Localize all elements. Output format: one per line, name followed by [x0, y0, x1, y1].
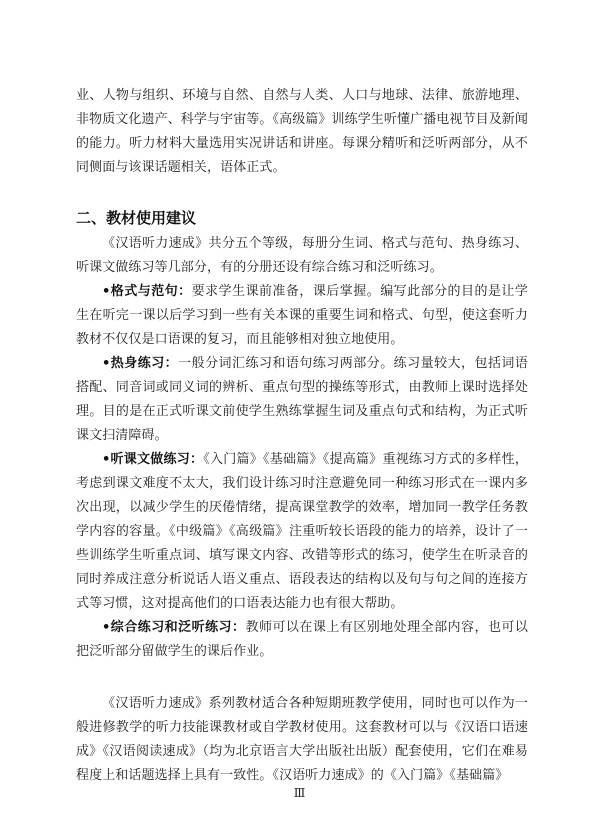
item-text: 一般分词汇练习和语句练习两部分。练习量较大，包括词语搭配、同音词或同义词的辨析、重点句型的操练等形式，由教师上课时选择处理。目的是在正式听课文前使学生熟练掌握生词及重点句式和结构，为正式听课文扫清障碍。 — [76, 356, 528, 443]
item-label: •格式与范句： — [102, 284, 192, 299]
item-label: •热身练习： — [102, 356, 179, 371]
page-number: Ⅲ — [293, 786, 307, 800]
item-text: 要求学生课前准备，课后掌握。编写此部分的目的是让学生在听完一课以后学习到一些有关本课的重要生词和格式、句型，使这套听力教材不仅仅是口语课的复习，而且能够相对独立地使用。 — [76, 284, 528, 347]
closing-paragraph: 《汉语听力速成》系列教材适合各种短期班教学使用，同时也可以作为一般进修教学的听力技能课教材或自学教材使用。这套教材可以与《汉语口语速成》《汉语阅读速成》（均为北京语言大学出版社出版）配套使用，它们在难易程度上和话题选择上具有一致性。《汉语听力速成》的《入门篇》《基础篇》 — [76, 696, 528, 783]
item-listening-exercises — [76, 448, 528, 616]
paragraph-gap — [76, 664, 528, 692]
item-format-sentences — [76, 280, 528, 352]
item-warmup-exercises — [76, 352, 528, 448]
item-text: 教师可以在课上有区别地处理全部内容，也可以把泛听部分留做学生的课后作业。 — [76, 620, 528, 659]
item-comprehensive-exercises — [76, 616, 528, 664]
intro-paragraph: 业、人物与组织、环境与自然、自然与人类、人口与地球、法律、旅游地理、非物质文化遗产、科学与宇宙等。《高级篇》训练学生听懂广播电视节目及新闻的能力。听力材料大量选用实况讲话和讲座。每课分精听和泛听两部分，从不同侧面与该课话题相关，语体正式。 — [76, 88, 529, 175]
item-label: •听课文做练习： — [102, 452, 204, 467]
item-label: •综合练习和泛听练习： — [102, 620, 246, 635]
section-intro-paragraph: 《汉语听力速成》共分五个等级，每册分生词、格式与范句、热身练习、听课文做练习等几部分，有的分册还设有综合练习和泛听练习。 — [76, 236, 528, 275]
page-content — [76, 84, 528, 788]
item-text: 《入门篇》《基础篇》《提高篇》重视练习方式的多样性，考虑到课文难度不太大，我们设计练习时注意避免同一种练习形式在一课内多次出现，以减少学生的厌倦情绪，提高课堂教学的效率，增加同一教学任务教学内容的容量。《中级篇》《高级篇》注重听较长语段的能力的培养，设计了一些训练学生听重点词、填写课文内容、改错等形式的练习，使学生在听录音的同时养成注意分析说话人语义重点、语段表达的结构以及句与句之间的连接方式等习惯，这对提高他们的口语表达能力也有很大帮助。 — [76, 452, 529, 611]
section-heading: 二、教材使用建议 — [76, 209, 197, 227]
